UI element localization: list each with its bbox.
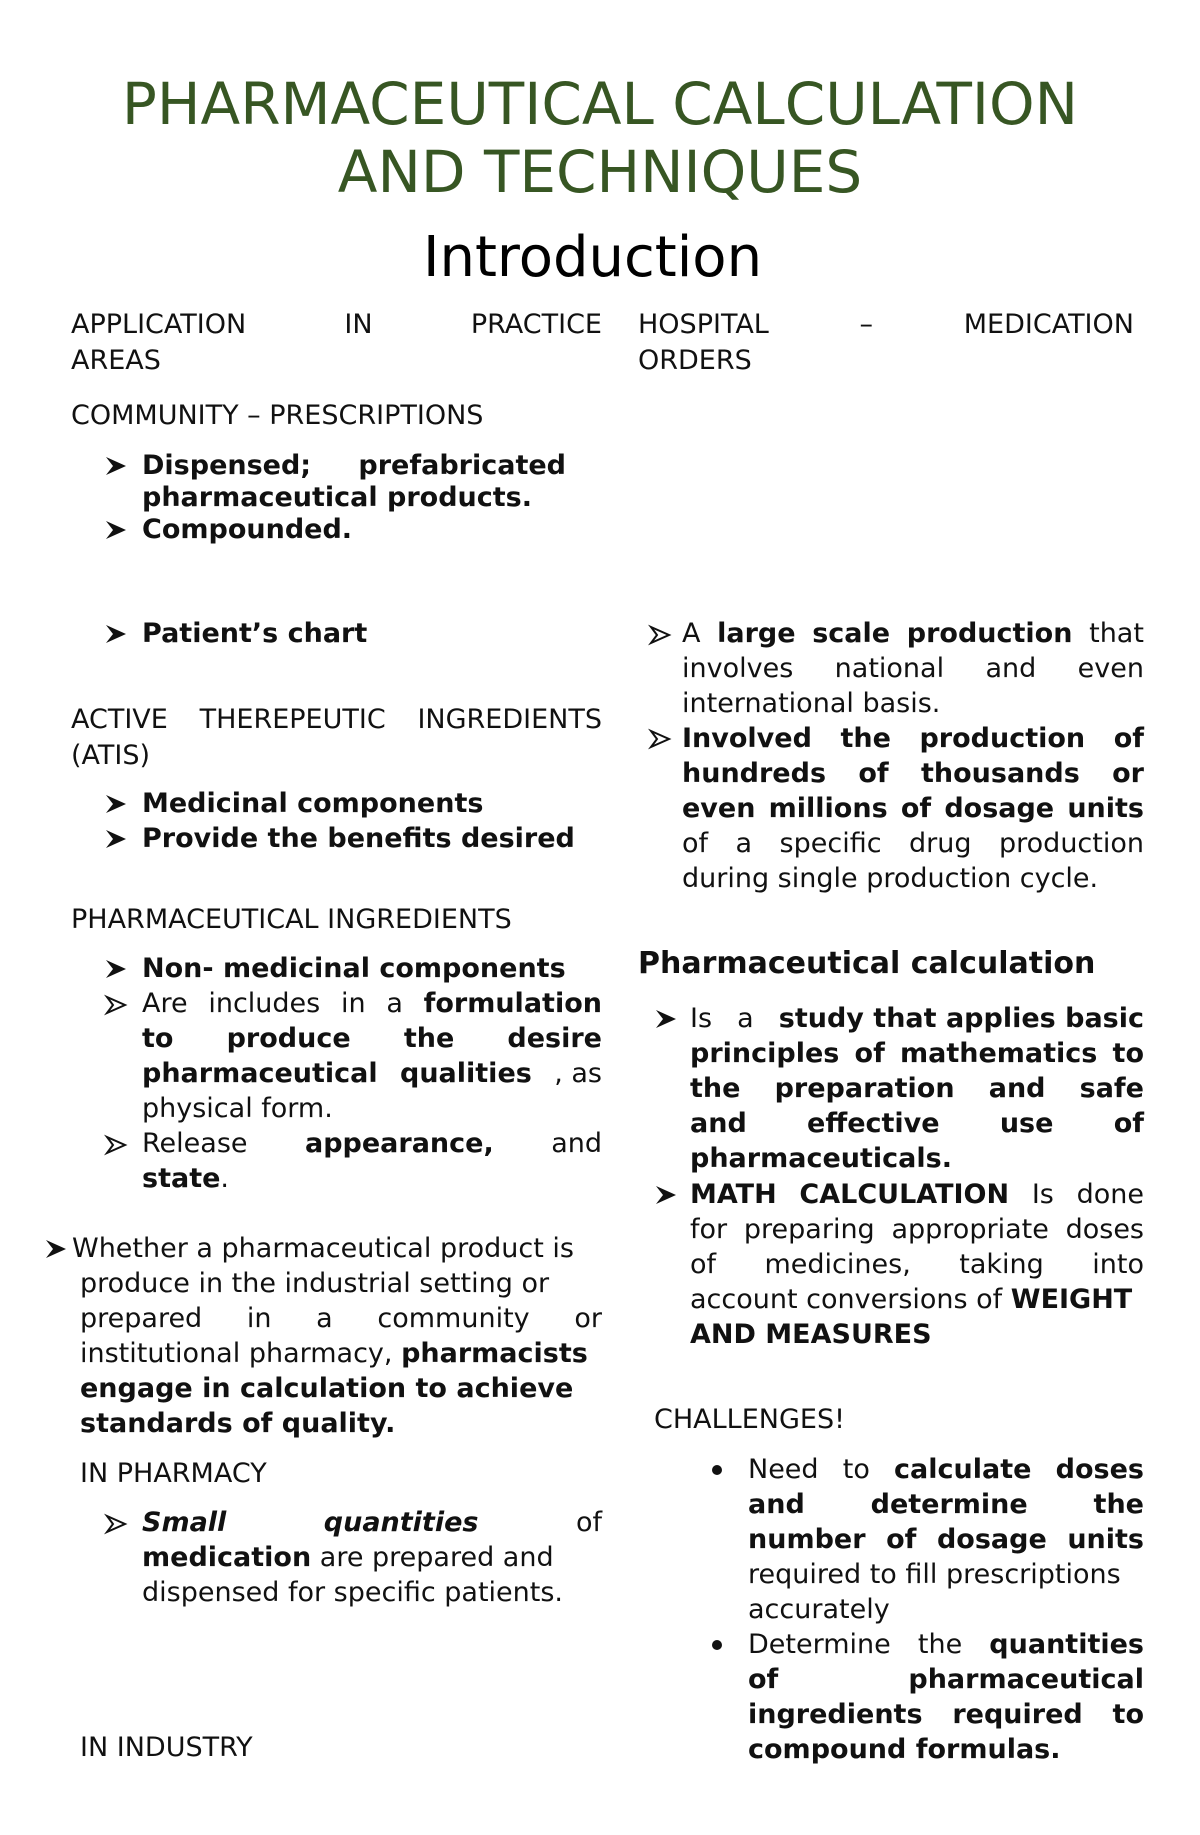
whether-line2: produce in the industrial setting or (80, 1268, 550, 1299)
arrow-outline-bullet-icon (104, 1512, 128, 1536)
challenge1-line3: number of dosage units (748, 1524, 1144, 1555)
pc2-line3: of medicines, taking into (690, 1249, 1144, 1280)
small-quantities-line3: dispensed for specific patients. (142, 1577, 564, 1608)
pharmaceutical-calculation-heading: Pharmaceutical calculation (638, 946, 1096, 981)
arrow-bullet-icon (654, 1007, 678, 1031)
compounded-item: Compounded. (142, 514, 353, 545)
non-medicinal-item: Non- medicinal components (142, 953, 566, 984)
challenge2-line4: compound formulas. (748, 1734, 1061, 1765)
arrow-bullet-icon (104, 827, 128, 851)
challenge2-line3: ingredients required to (748, 1699, 1144, 1730)
application-heading-line1: APPLICATION IN PRACTICE (71, 309, 602, 340)
community-heading: COMMUNITY – PRESCRIPTIONS (71, 400, 484, 431)
arrow-outline-bullet-icon (104, 993, 128, 1017)
involved-line4: of a specific drug production (682, 828, 1144, 859)
in-industry-heading: IN INDUSTRY (80, 1732, 253, 1763)
formulation-item-line1: Are includes in a formulation (142, 988, 602, 1019)
challenge1-line5: accurately (748, 1594, 890, 1625)
whether-line3: prepared in a community or (80, 1303, 602, 1334)
arrow-bullet-icon (104, 957, 128, 981)
challenges-heading: CHALLENGES! (654, 1404, 845, 1435)
arrow-bullet-icon (104, 792, 128, 816)
dispensed-item-line1: Dispensed; prefabricated (142, 450, 566, 481)
whether-line1: Whether a pharmaceutical product is (72, 1233, 574, 1264)
challenge1-line1: Need to calculate doses (748, 1454, 1144, 1485)
atis-item-medicinal: Medicinal components (142, 788, 484, 819)
in-pharmacy-heading: IN PHARMACY (80, 1458, 267, 1489)
title-line-1: PHARMACEUTICAL CALCULATION (121, 70, 1079, 138)
formulation-item-line2: to produce the desire (142, 1023, 602, 1054)
involved-line1: Involved the production of (682, 723, 1144, 754)
whether-line6: standards of quality. (80, 1408, 396, 1439)
arrow-bullet-icon (104, 518, 128, 542)
arrow-outline-bullet-icon (648, 727, 672, 751)
large-scale-line1: A large scale production that (682, 618, 1144, 649)
challenge2-line2: of pharmaceutical (748, 1664, 1144, 1695)
pharmaceutical-ingredients-heading: PHARMACEUTICAL INGREDIENTS (71, 904, 512, 935)
challenge1-line2: and determine the (748, 1489, 1144, 1520)
atis-heading-line2: (ATIS) (71, 740, 151, 771)
whether-line5: engage in calculation to achieve (80, 1373, 574, 1404)
hospital-heading-line2: ORDERS (638, 345, 752, 376)
pc1-line4: and effective use of (690, 1108, 1144, 1139)
application-heading-line2: AREAS (71, 345, 161, 376)
pc2-line5: AND MEASURES (690, 1319, 932, 1350)
involved-line5: during single production cycle. (682, 863, 1099, 894)
arrow-outline-bullet-icon (104, 1133, 128, 1157)
large-scale-line3: international basis. (682, 688, 941, 719)
challenge2-line1: Determine the quantities (748, 1629, 1144, 1660)
arrow-outline-bullet-icon (648, 623, 672, 647)
pc1-line3: the preparation and safe (690, 1073, 1144, 1104)
involved-line2: hundreds of thousands or (682, 758, 1144, 789)
pc1-line1: Is a study that applies basic (690, 1003, 1144, 1034)
small-quantities-line1: Small quantities of (142, 1507, 602, 1538)
pc2-line1: MATH CALCULATION Is done (690, 1179, 1144, 1210)
pc2-line4: account conversions of WEIGHT (690, 1284, 1133, 1315)
arrow-bullet-icon (104, 622, 128, 646)
document-title (0, 70, 1200, 206)
challenge1-line4: required to fill prescriptions (748, 1559, 1121, 1590)
release-item-line2: state. (142, 1163, 230, 1194)
pc1-line2: principles of mathematics to (690, 1038, 1144, 1069)
formulation-item-line3: pharmaceutical qualities , as (142, 1058, 602, 1089)
involved-line3: even millions of dosage units (682, 793, 1144, 824)
title-line-2: AND TECHNIQUES (337, 138, 863, 206)
small-quantities-line2: medication are prepared and (142, 1542, 554, 1573)
large-scale-line2: involves national and even (682, 653, 1144, 684)
whether-line4: institutional pharmacy, pharmacists (80, 1338, 588, 1369)
arrow-bullet-icon (654, 1183, 678, 1207)
arrow-bullet-icon (104, 454, 128, 478)
arrow-bullet-icon (44, 1237, 68, 1261)
pc1-line5: pharmaceuticals. (690, 1143, 952, 1174)
formulation-item-line4: physical form. (142, 1093, 333, 1124)
patient-chart-item: Patient’s chart (142, 618, 368, 649)
pc2-line2: for preparing appropriate doses (690, 1214, 1144, 1245)
bullet-dot-icon (712, 1640, 722, 1650)
release-item-line1: Release appearance, and (142, 1128, 602, 1159)
bullet-dot-icon (712, 1465, 722, 1475)
dispensed-item-line2: pharmaceutical products. (142, 482, 532, 513)
atis-heading-line1: ACTIVE THEREPEUTIC INGREDIENTS (71, 704, 602, 735)
introduction-heading: Introduction (422, 225, 763, 290)
atis-item-benefits: Provide the benefits desired (142, 823, 575, 854)
hospital-heading-line1: HOSPITAL – MEDICATION (638, 309, 1134, 340)
